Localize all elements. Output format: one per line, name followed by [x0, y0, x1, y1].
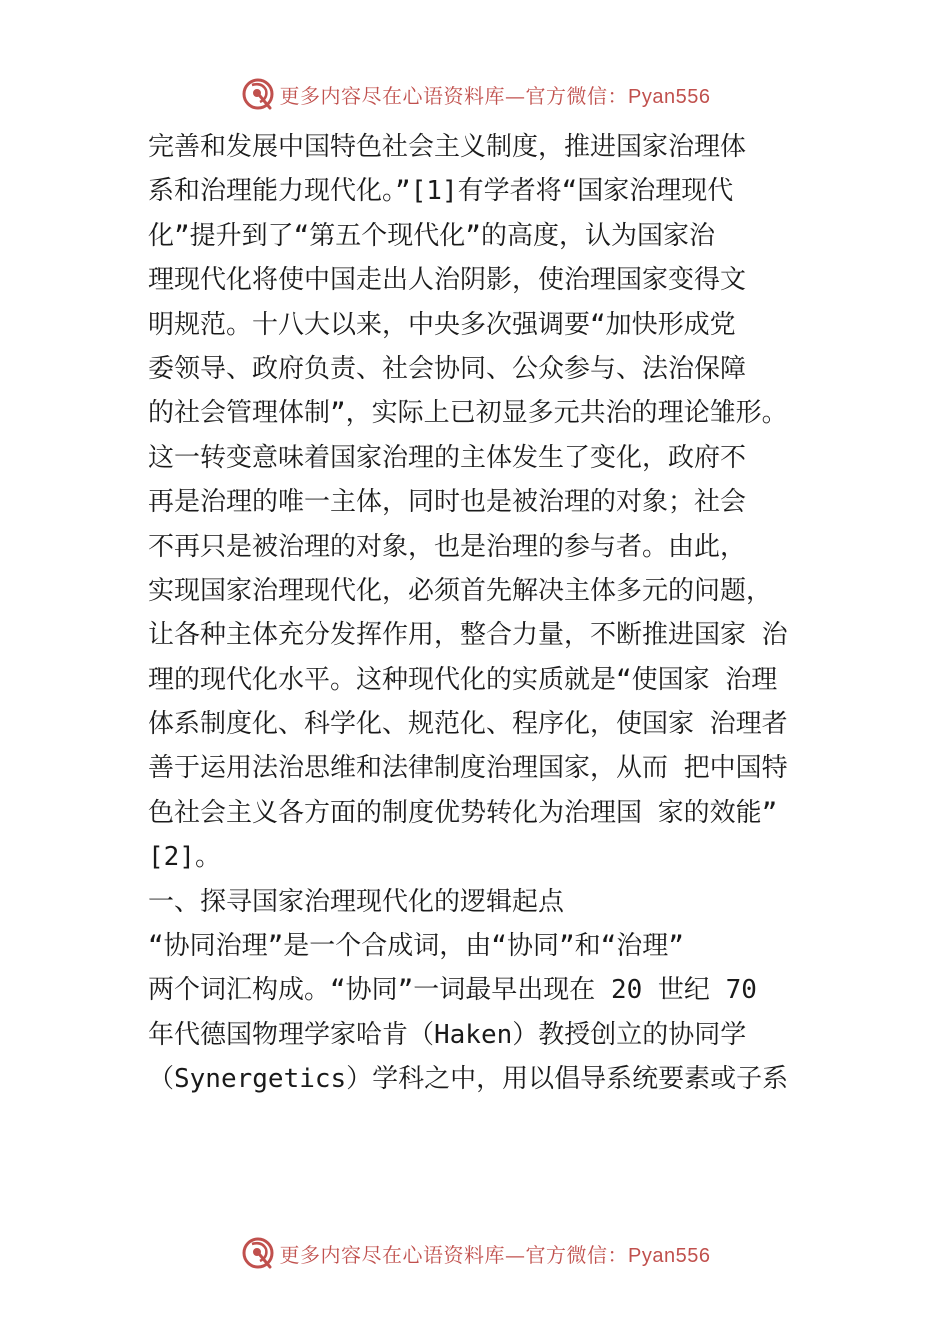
- text-line: 理的现代化水平。这种现代化的实质就是“使国家 治理: [148, 664, 778, 695]
- brand-logo-icon: [240, 76, 276, 112]
- banner-label: 更多内容尽在心语资料库—官方微信：: [279, 1242, 629, 1267]
- text-line: 不再只是被治理的对象，也是治理的参与者。由此，: [148, 531, 747, 562]
- banner-text: [280, 80, 711, 109]
- text-line: 善于运用法治思维和法律制度治理国家，从而 把中国特: [148, 753, 788, 784]
- text-line: 体系制度化、科学化、规范化、程序化，使国家 治理者: [148, 709, 788, 740]
- text-line: 理现代化将使中国走出人治阴影，使治理国家变得文: [148, 265, 747, 296]
- banner-text: [280, 1239, 711, 1268]
- text-line: 明规范。十八大以来，中央多次强调要“加快形成党: [148, 309, 736, 340]
- document-body: [148, 125, 828, 1102]
- text-line: 委领导、政府负责、社会协同、公众参与、法治保障: [148, 353, 747, 384]
- section-heading: 一、探寻国家治理现代化的逻辑起点: [148, 886, 565, 917]
- text-line: 色社会主义各方面的制度优势转化为治理国 家的效能”: [148, 797, 778, 828]
- text-line: [2]。: [148, 842, 221, 873]
- text-line: 实现国家治理现代化，必须首先解决主体多元的问题，: [148, 575, 773, 606]
- text-line: 年代德国物理学家哈肯（Haken）教授创立的协同学: [148, 1019, 747, 1050]
- brand-logo-icon: [240, 1235, 276, 1271]
- text-line: 的社会管理体制”，实际上已初显多元共治的理论雏形。: [148, 398, 788, 429]
- text-line: 让各种主体充分发挥作用，整合力量，不断推进国家 治: [148, 620, 788, 651]
- wechat-id: Pyan556: [628, 1244, 711, 1267]
- banner-label: 更多内容尽在心语资料库—官方微信：: [279, 83, 629, 108]
- text-line: （Synergetics）学科之中，用以倡导系统要素或子系: [148, 1064, 789, 1095]
- header-banner: [0, 74, 950, 114]
- text-line: “协同治理”是一个合成词，由“协同”和“治理”: [148, 931, 684, 962]
- text-line: 完善和发展中国特色社会主义制度，推进国家治理体: [148, 132, 747, 162]
- text-line: 这一转变意味着国家治理的主体发生了变化，政府不: [148, 442, 747, 473]
- text-line: 再是治理的唯一主体，同时也是被治理的对象；社会: [148, 487, 747, 518]
- text-line: 化”提升到了“第五个现代化”的高度，认为国家治: [148, 220, 715, 251]
- footer-banner: [0, 1233, 950, 1273]
- wechat-id: Pyan556: [628, 85, 711, 108]
- text-line: 系和治理能力现代化。”[1]有学者将“国家治理现代: [148, 176, 734, 207]
- text-line: 两个词汇构成。“协同”一词最早出现在 20 世纪 70: [148, 975, 757, 1006]
